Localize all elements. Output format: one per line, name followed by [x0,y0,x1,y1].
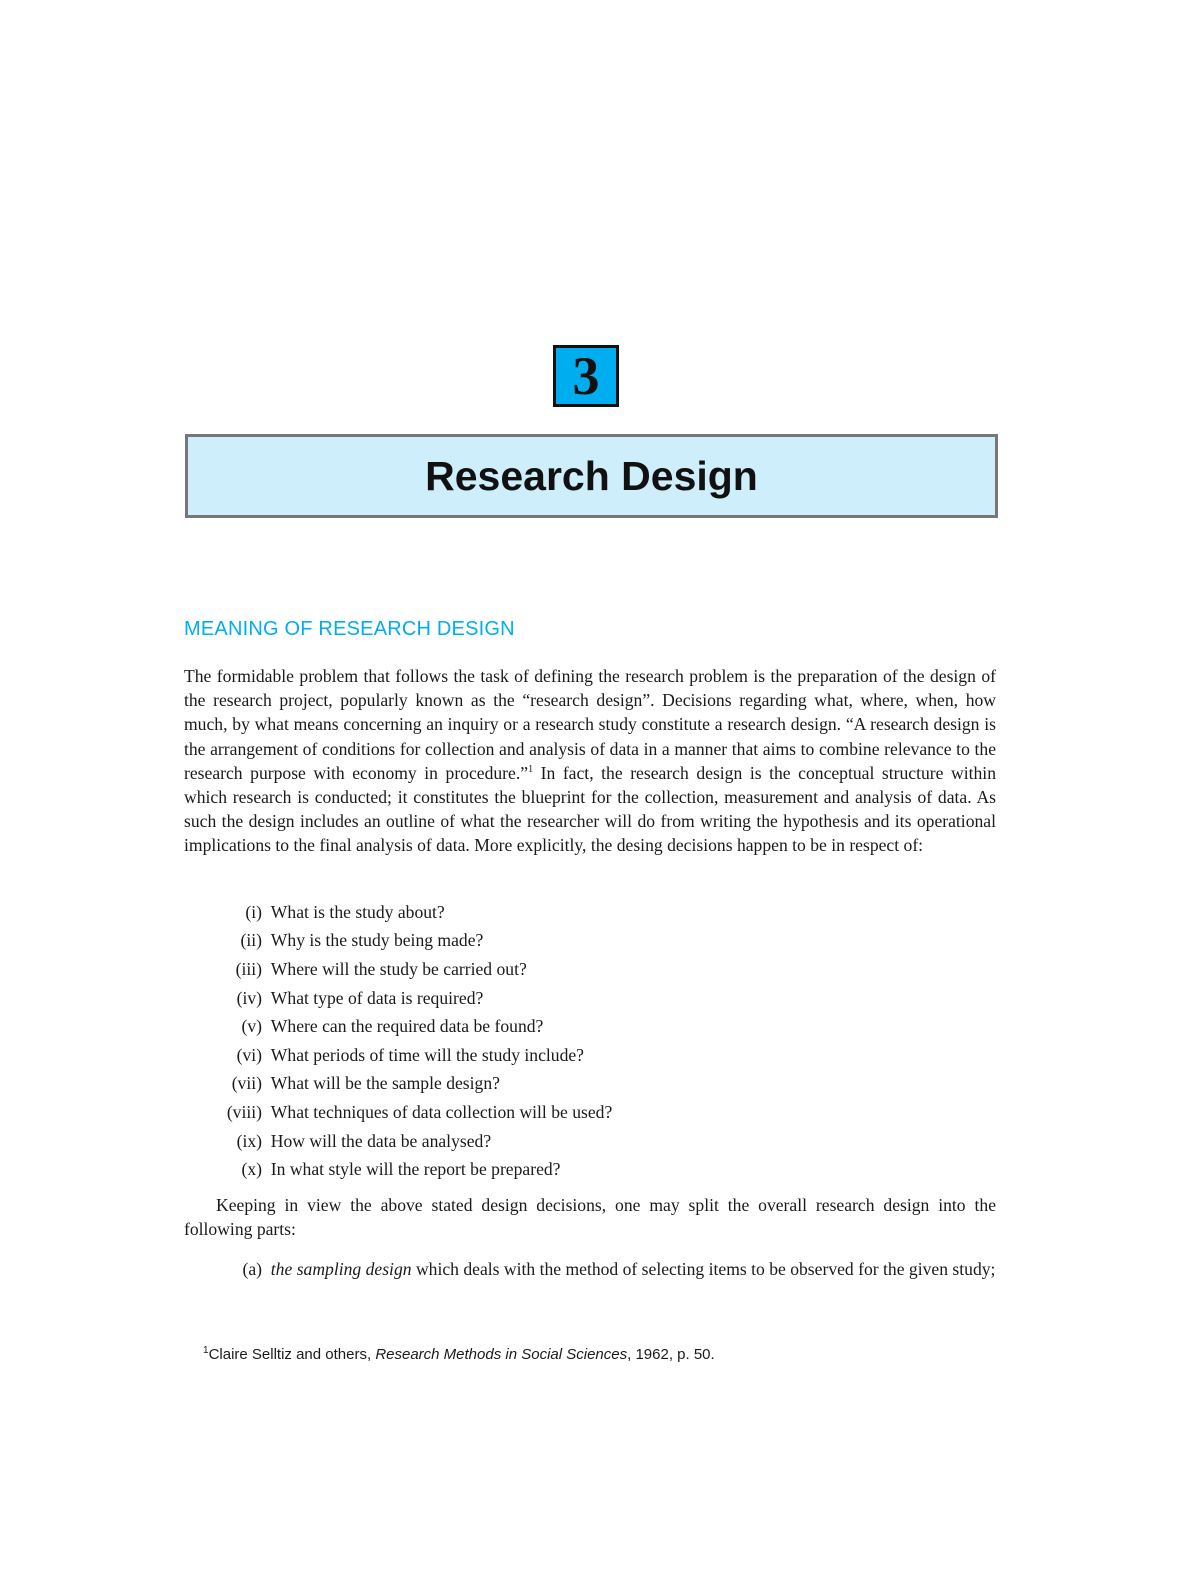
design-part-item [184,1257,996,1281]
design-part-description: which deals with the method of selecting items to be observed for the given study; [411,1259,996,1279]
design-part-term: the sampling design [270,1259,412,1279]
design-questions-list [184,898,996,1184]
list-item-text: What periods of time will the study include? [270,1044,584,1065]
list-item [184,1127,996,1156]
section-heading: MEANING OF RESEARCH DESIGN [184,618,515,640]
list-item-number: (x) [241,1159,262,1180]
footnote [203,1346,715,1363]
list-item [184,1098,996,1127]
footnote-book-title: Research Methods in Social Sciences [375,1346,628,1363]
list-item [184,927,996,956]
list-item [184,1041,996,1070]
design-part-text [262,1257,996,1281]
chapter-title: Research Design [425,452,758,499]
footnote-marker: 1 [203,1345,209,1356]
footnote-details: , 1962, p. 50. [627,1346,715,1363]
chapter-title-banner [185,434,998,518]
list-item-text: How will the data be analysed? [270,1130,492,1151]
list-item-number: (viii) [226,1101,262,1122]
list-item-text: Where will the study be carried out? [270,958,527,979]
chapter-number: 3 [572,346,600,406]
intro-paragraph [184,664,996,858]
list-item-number: (vi) [236,1044,262,1065]
list-item-text: What is the study about? [270,901,445,922]
list-item-text: In what style will the report be prepared? [270,1159,561,1180]
list-item-text: What techniques of data collection will be used? [270,1101,613,1122]
list-item-text: Where can the required data be found? [270,1016,544,1037]
list-item-text: Why is the study being made? [270,930,484,951]
list-item [184,955,996,984]
list-item-number: (vii) [231,1073,262,1094]
list-item-number: (iv) [236,987,262,1008]
parts-intro-paragraph: Keeping in view the above stated design decisions, one may split the overall research design into the following parts: [184,1195,996,1240]
list-item [184,1155,996,1184]
design-part-number: (a) [242,1259,262,1279]
list-item-text: What will be the sample design? [270,1073,500,1094]
list-item [184,898,996,927]
footnote-reference: 1 [528,763,534,775]
list-item-number: (iii) [235,958,262,979]
list-item-number: (ii) [240,930,262,951]
list-item-text: What type of data is required? [270,987,484,1008]
footnote-author: Claire Selltiz and others, [208,1346,376,1363]
list-item-number: (i) [245,901,262,922]
list-item [184,1070,996,1099]
list-item [184,1012,996,1041]
list-item-number: (v) [241,1016,262,1037]
list-item-number: (ix) [236,1130,262,1151]
intro-paragraph-text: The formidable problem that follows the task of defining the research problem is the preparation of the design of the research project, popularly known as the “research design”. Decisions regarding what, where, when, how much, by what means concerning an inquiry or a research study constitute a research design. “A research design is the arrangement of conditions for collection and analysis of data in a manner that aims to combine relevance to the research purpose with economy in procedure.” [184,666,996,783]
chapter-number-badge [553,345,619,407]
list-item [184,984,996,1013]
intro-paragraph-continued: In fact, the research design is the conceptual structure within which research is conducted; it constitutes the blueprint for the collection, measurement and analysis of data. As such the design includes an outline of what the researcher will do from writing the hypothesis and its operational implications to the final analysis of data. More explicitly, the desing decisions happen to be in respect of: [184,762,996,856]
